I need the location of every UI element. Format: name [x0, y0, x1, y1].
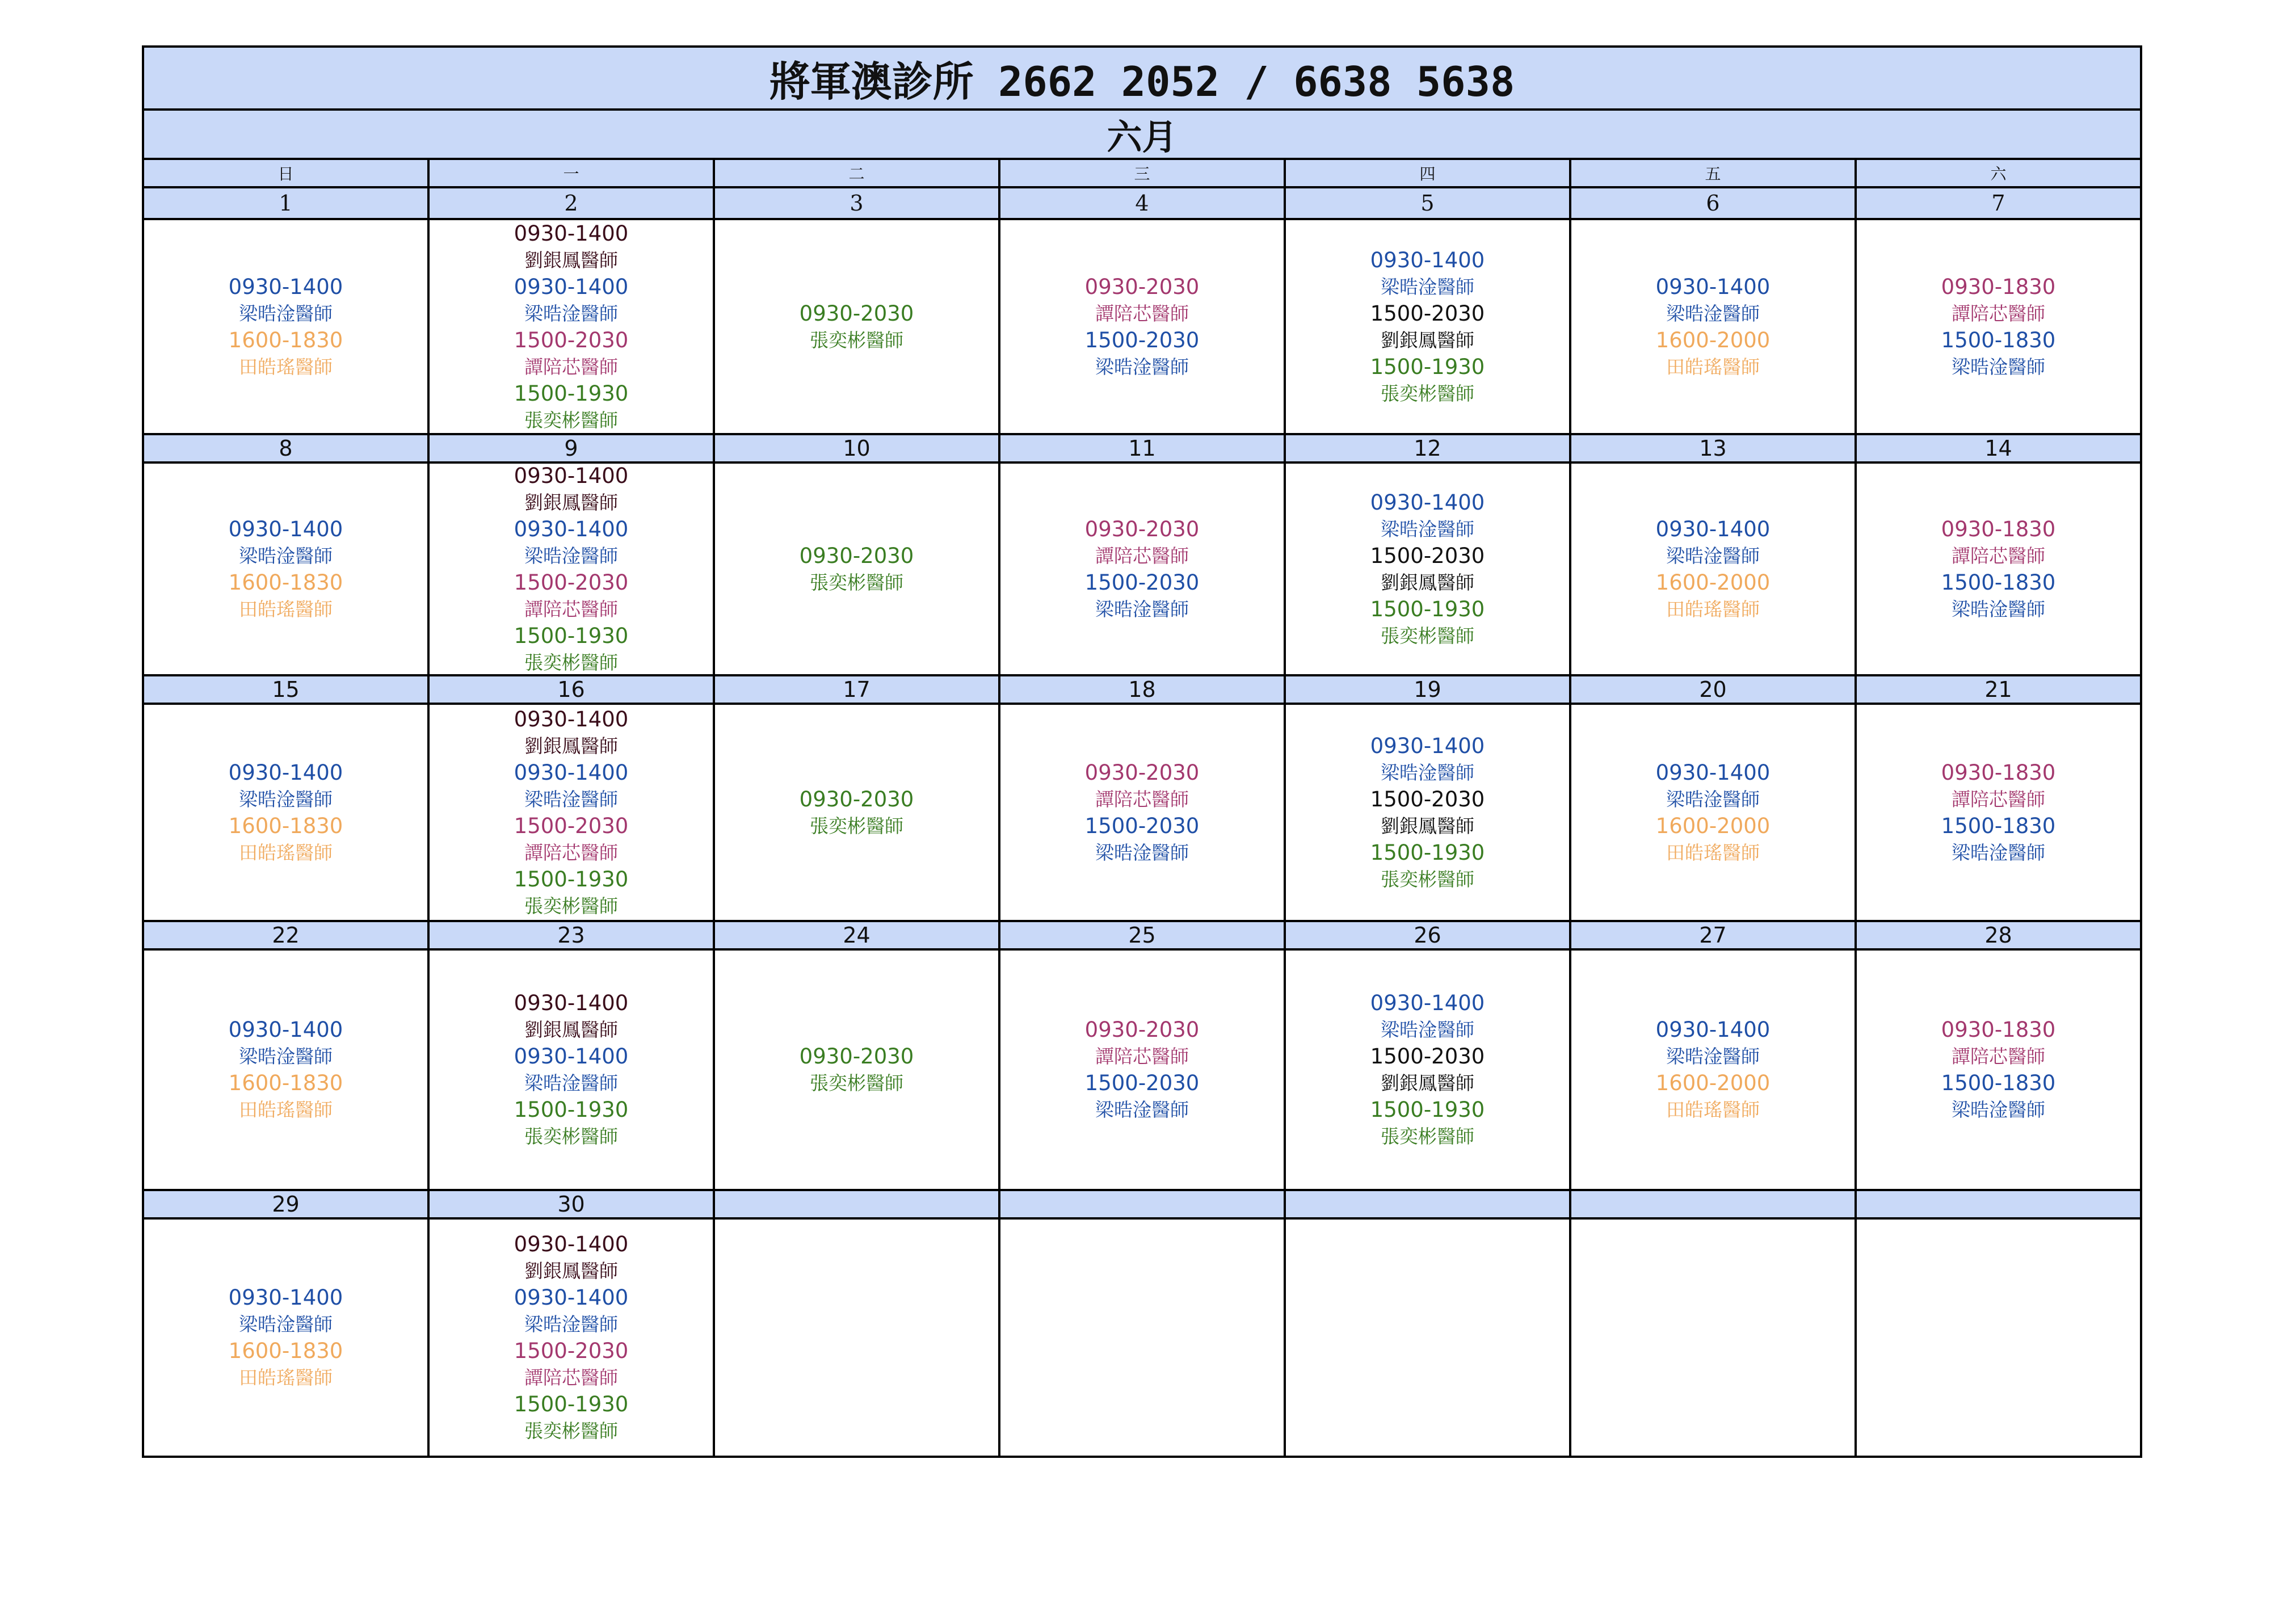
- doctor-name: 田皓瑤醫師: [239, 841, 333, 864]
- doctor-name: 田皓瑤醫師: [239, 1099, 333, 1121]
- doctor-name: 張奕彬醫師: [810, 814, 903, 837]
- doctor-name: 譚陪芯醫師: [1952, 302, 2045, 325]
- shift-time: 0930-1830: [1941, 274, 2056, 299]
- day-number: 24: [715, 922, 1000, 951]
- day-cell: [1000, 464, 1286, 676]
- shift-time: 1500-1830: [1941, 1071, 2056, 1095]
- doctor-name: 張奕彬醫師: [810, 571, 903, 594]
- doctor-name: 譚陪芯醫師: [1952, 1045, 2045, 1067]
- shift-time: 1500-1930: [1370, 354, 1485, 379]
- doctor-name: 田皓瑤醫師: [1666, 1099, 1760, 1121]
- doctor-name: 劉銀鳳醫師: [1381, 1072, 1474, 1094]
- clinic-title: 將軍澳診所 2662 2052 / 6638 5638: [144, 48, 2142, 111]
- shift-time: 0930-1400: [514, 516, 629, 541]
- doctor-name: 張奕彬醫師: [524, 651, 618, 674]
- doctor-name: 譚陪芯醫師: [524, 598, 618, 620]
- shift-time: 0930-1400: [228, 1285, 343, 1310]
- day-cell: [144, 464, 430, 676]
- shift-time: 0930-1400: [514, 991, 629, 1015]
- shift-time: 0930-1400: [228, 1017, 343, 1042]
- doctor-name: 梁晧淦醫師: [1095, 355, 1189, 378]
- doctor-name: 梁晧淦醫師: [239, 788, 333, 810]
- day-number: 7: [1857, 188, 2142, 220]
- doctor-name: 梁晧淦醫師: [524, 544, 618, 567]
- shift-time: 1500-1830: [1941, 327, 2056, 352]
- shift-time: 1600-2000: [1655, 1071, 1771, 1095]
- doctor-name: 劉銀鳳醫師: [524, 1260, 618, 1282]
- day-number: 10: [715, 435, 1000, 464]
- day-number: [715, 1191, 1000, 1220]
- day-number: 16: [430, 676, 715, 705]
- day-number: 3: [715, 188, 1000, 220]
- doctor-name: 譚陪芯醫師: [1095, 544, 1189, 567]
- weekday-label: 一: [430, 160, 715, 188]
- shift-time: 1500-2030: [514, 1339, 629, 1363]
- day-cell: [1857, 705, 2142, 922]
- shift-time: 0930-1400: [228, 516, 343, 541]
- shift-time: 1500-1930: [1370, 840, 1485, 865]
- day-cell: [715, 1220, 1000, 1458]
- day-cell: [144, 951, 430, 1191]
- shift-time: 0930-1400: [1655, 274, 1771, 299]
- doctor-name: 梁晧淦醫師: [239, 302, 333, 325]
- shift-time: 0930-2030: [1084, 760, 1200, 785]
- shift-time: 0930-1400: [1655, 516, 1771, 541]
- week-block: [144, 676, 2142, 922]
- day-cell: [430, 951, 715, 1191]
- doctor-name: 譚陪芯醫師: [524, 841, 618, 864]
- day-number: 13: [1571, 435, 1857, 464]
- day-number: 23: [430, 922, 715, 951]
- shift-time: 0930-1400: [514, 1232, 629, 1256]
- doctor-name: 梁晧淦醫師: [1666, 544, 1760, 567]
- day-cell: [1286, 464, 1571, 676]
- shift-time: 1600-2000: [1655, 570, 1771, 595]
- doctor-name: 梁晧淦醫師: [1381, 761, 1474, 784]
- shift-time: 1600-1830: [228, 813, 343, 838]
- doctor-name: 梁晧淦醫師: [1381, 1019, 1474, 1041]
- day-number: [1286, 1191, 1571, 1220]
- shift-time: 1500-2030: [514, 813, 629, 838]
- doctor-name: 梁晧淦醫師: [1095, 1099, 1189, 1121]
- doctor-name: 田皓瑤醫師: [239, 598, 333, 620]
- shift-time: 0930-1400: [514, 463, 629, 488]
- shift-time: 1500-1930: [514, 381, 629, 406]
- doctor-name: 梁晧淦醫師: [1952, 1099, 2045, 1121]
- schedule-row: [144, 705, 2142, 922]
- shift-time: 1500-2030: [1084, 1071, 1200, 1095]
- doctor-name: 梁晧淦醫師: [524, 788, 618, 810]
- day-number: 29: [144, 1191, 430, 1220]
- shift-time: 1500-1930: [514, 1392, 629, 1416]
- schedule-row: [144, 220, 2142, 435]
- doctor-name: 梁晧淦醫師: [1095, 598, 1189, 620]
- week-block: [144, 188, 2142, 435]
- shift-time: 0930-2030: [1084, 1017, 1200, 1042]
- day-cell: [1000, 705, 1286, 922]
- weekday-label: 日: [144, 160, 430, 188]
- day-cell: [430, 1220, 715, 1458]
- shift-time: 1500-1830: [1941, 570, 2056, 595]
- doctor-name: 梁晧淦醫師: [524, 302, 618, 325]
- shift-time: 0930-2030: [799, 787, 914, 811]
- shift-time: 0930-2030: [799, 1044, 914, 1069]
- calendar-weeks: [144, 188, 2142, 1458]
- day-cell: [1571, 951, 1857, 1191]
- day-cell: [144, 705, 430, 922]
- day-cell: [715, 220, 1000, 435]
- week-block: [144, 922, 2142, 1191]
- weekday-header-row: [144, 160, 2142, 188]
- day-number: 26: [1286, 922, 1571, 951]
- weekday-label: 六: [1857, 160, 2142, 188]
- week-block: [144, 435, 2142, 676]
- day-number: 5: [1286, 188, 1571, 220]
- date-header-row: [144, 922, 2142, 951]
- shift-time: 0930-1400: [514, 221, 629, 246]
- shift-time: 0930-2030: [799, 301, 914, 326]
- day-number: 6: [1571, 188, 1857, 220]
- doctor-name: 劉銀鳳醫師: [524, 734, 618, 757]
- day-cell: [430, 705, 715, 922]
- day-number: 17: [715, 676, 1000, 705]
- weekday-label: 二: [715, 160, 1000, 188]
- shift-time: 1500-1930: [1370, 1098, 1485, 1122]
- date-header-row: [144, 676, 2142, 705]
- day-number: 15: [144, 676, 430, 705]
- day-number: 25: [1000, 922, 1286, 951]
- shift-time: 0930-1400: [1370, 733, 1485, 758]
- day-cell: [715, 951, 1000, 1191]
- schedule-row: [144, 951, 2142, 1191]
- doctor-name: 張奕彬醫師: [1381, 624, 1474, 647]
- day-cell: [1000, 220, 1286, 435]
- shift-time: 1600-2000: [1655, 327, 1771, 352]
- shift-time: 1500-2030: [1370, 543, 1485, 568]
- shift-time: 0930-1400: [228, 760, 343, 785]
- day-cell: [1000, 951, 1286, 1191]
- schedule-row: [144, 1220, 2142, 1458]
- doctor-name: 梁晧淦醫師: [1952, 598, 2045, 620]
- shift-time: 1500-2030: [1084, 327, 1200, 352]
- shift-time: 1500-1930: [514, 1098, 629, 1122]
- doctor-name: 劉銀鳳醫師: [1381, 571, 1474, 594]
- doctor-name: 譚陪芯醫師: [1952, 544, 2045, 567]
- doctor-name: 梁晧淦醫師: [239, 1313, 333, 1335]
- day-number: [1000, 1191, 1286, 1220]
- day-number: 2: [430, 188, 715, 220]
- shift-time: 0930-1830: [1941, 760, 2056, 785]
- shift-time: 1500-1830: [1941, 813, 2056, 838]
- day-number: 1: [144, 188, 430, 220]
- doctor-name: 張奕彬醫師: [524, 894, 618, 917]
- day-cell: [1286, 1220, 1571, 1458]
- day-number: 27: [1571, 922, 1857, 951]
- day-cell: [1571, 1220, 1857, 1458]
- day-cell: [715, 705, 1000, 922]
- day-number: 18: [1000, 676, 1286, 705]
- week-block: [144, 1191, 2142, 1458]
- day-number: 11: [1000, 435, 1286, 464]
- shift-time: 1600-1830: [228, 570, 343, 595]
- doctor-name: 譚陪芯醫師: [524, 355, 618, 378]
- day-cell: [1286, 220, 1571, 435]
- day-cell: [715, 464, 1000, 676]
- day-number: 9: [430, 435, 715, 464]
- shift-time: 1500-2030: [1370, 301, 1485, 326]
- doctor-name: 梁晧淦醫師: [1666, 1045, 1760, 1067]
- day-number: 21: [1857, 676, 2142, 705]
- shift-time: 1500-2030: [1084, 813, 1200, 838]
- shift-time: 0930-1400: [514, 1044, 629, 1069]
- doctor-name: 田皓瑤醫師: [239, 355, 333, 378]
- shift-time: 1600-2000: [1655, 813, 1771, 838]
- shift-time: 1500-2030: [514, 327, 629, 352]
- day-cell: [1286, 951, 1571, 1191]
- shift-time: 0930-2030: [1084, 274, 1200, 299]
- day-cell: [430, 464, 715, 676]
- doctor-name: 劉銀鳳醫師: [524, 491, 618, 514]
- shift-time: 1500-2030: [1370, 787, 1485, 811]
- doctor-name: 田皓瑤醫師: [239, 1366, 333, 1389]
- doctor-name: 劉銀鳳醫師: [1381, 814, 1474, 837]
- doctor-name: 劉銀鳳醫師: [524, 249, 618, 271]
- doctor-name: 劉銀鳳醫師: [1381, 329, 1474, 351]
- day-cell: [1857, 464, 2142, 676]
- shift-time: 1500-2030: [514, 570, 629, 595]
- shift-time: 0930-2030: [1084, 516, 1200, 541]
- shift-time: 1500-1930: [514, 623, 629, 648]
- schedule-row: [144, 464, 2142, 676]
- doctor-name: 梁晧淦醫師: [1095, 841, 1189, 864]
- date-header-row: [144, 188, 2142, 220]
- shift-time: 1500-2030: [1370, 1044, 1485, 1069]
- shift-time: 0930-1400: [514, 1285, 629, 1310]
- day-number: [1571, 1191, 1857, 1220]
- day-cell: [144, 1220, 430, 1458]
- weekday-label: 五: [1571, 160, 1857, 188]
- day-cell: [144, 220, 430, 435]
- doctor-name: 譚陪芯醫師: [524, 1366, 618, 1389]
- shift-time: 0930-1400: [514, 760, 629, 785]
- shift-time: 0930-1400: [1370, 247, 1485, 272]
- date-header-row: [144, 435, 2142, 464]
- doctor-name: 田皓瑤醫師: [1666, 841, 1760, 864]
- doctor-name: 梁晧淦醫師: [1952, 841, 2045, 864]
- shift-time: 0930-1400: [1655, 1017, 1771, 1042]
- shift-time: 0930-1400: [514, 274, 629, 299]
- day-number: 28: [1857, 922, 2142, 951]
- shift-time: 0930-1400: [1370, 490, 1485, 515]
- clinic-schedule-sheet: [142, 45, 2142, 1458]
- doctor-name: 張奕彬醫師: [1381, 868, 1474, 890]
- shift-time: 0930-1400: [228, 274, 343, 299]
- doctor-name: 梁晧淦醫師: [1952, 355, 2045, 378]
- shift-time: 1500-1930: [1370, 596, 1485, 621]
- month-title: 六月: [144, 111, 2142, 160]
- shift-time: 1600-1830: [228, 1071, 343, 1095]
- day-cell: [1857, 951, 2142, 1191]
- day-number: 8: [144, 435, 430, 464]
- day-number: 20: [1571, 676, 1857, 705]
- shift-time: 0930-1830: [1941, 1017, 2056, 1042]
- shift-time: 0930-1830: [1941, 516, 2056, 541]
- doctor-name: 梁晧淦醫師: [524, 1313, 618, 1335]
- doctor-name: 張奕彬醫師: [1381, 1125, 1474, 1147]
- doctor-name: 張奕彬醫師: [524, 1125, 618, 1147]
- doctor-name: 譚陪芯醫師: [1095, 302, 1189, 325]
- doctor-name: 劉銀鳳醫師: [524, 1019, 618, 1041]
- shift-time: 0930-2030: [799, 543, 914, 568]
- doctor-name: 譚陪芯醫師: [1095, 1045, 1189, 1067]
- day-number: 30: [430, 1191, 715, 1220]
- day-cell: [1571, 705, 1857, 922]
- shift-time: 1600-1830: [228, 327, 343, 352]
- day-cell: [1571, 220, 1857, 435]
- shift-time: 0930-1400: [1655, 760, 1771, 785]
- weekday-label: 四: [1286, 160, 1571, 188]
- doctor-name: 梁晧淦醫師: [239, 1045, 333, 1067]
- doctor-name: 譚陪芯醫師: [1952, 788, 2045, 810]
- shift-time: 0930-1400: [514, 707, 629, 731]
- shift-time: 1500-1930: [514, 867, 629, 892]
- day-cell: [1857, 220, 2142, 435]
- doctor-name: 梁晧淦醫師: [524, 1072, 618, 1094]
- shift-time: 0930-1400: [1370, 991, 1485, 1015]
- doctor-name: 張奕彬醫師: [524, 1420, 618, 1442]
- day-number: [1857, 1191, 2142, 1220]
- doctor-name: 張奕彬醫師: [810, 329, 903, 351]
- date-header-row: [144, 1191, 2142, 1220]
- doctor-name: 梁晧淦醫師: [1666, 788, 1760, 810]
- day-cell: [1571, 464, 1857, 676]
- day-cell: [430, 220, 715, 435]
- day-cell: [1000, 1220, 1286, 1458]
- doctor-name: 梁晧淦醫師: [1381, 518, 1474, 540]
- day-number: 4: [1000, 188, 1286, 220]
- shift-time: 1600-1830: [228, 1339, 343, 1363]
- day-number: 19: [1286, 676, 1571, 705]
- doctor-name: 張奕彬醫師: [1381, 382, 1474, 405]
- day-number: 12: [1286, 435, 1571, 464]
- doctor-name: 田皓瑤醫師: [1666, 355, 1760, 378]
- doctor-name: 梁晧淦醫師: [1666, 302, 1760, 325]
- day-cell: [1286, 705, 1571, 922]
- day-cell: [1857, 1220, 2142, 1458]
- doctor-name: 張奕彬醫師: [524, 409, 618, 431]
- doctor-name: 田皓瑤醫師: [1666, 598, 1760, 620]
- shift-time: 1500-2030: [1084, 570, 1200, 595]
- doctor-name: 譚陪芯醫師: [1095, 788, 1189, 810]
- day-number: 22: [144, 922, 430, 951]
- doctor-name: 梁晧淦醫師: [239, 544, 333, 567]
- doctor-name: 張奕彬醫師: [810, 1072, 903, 1094]
- day-number: 14: [1857, 435, 2142, 464]
- weekday-label: 三: [1000, 160, 1286, 188]
- doctor-name: 梁晧淦醫師: [1381, 275, 1474, 298]
